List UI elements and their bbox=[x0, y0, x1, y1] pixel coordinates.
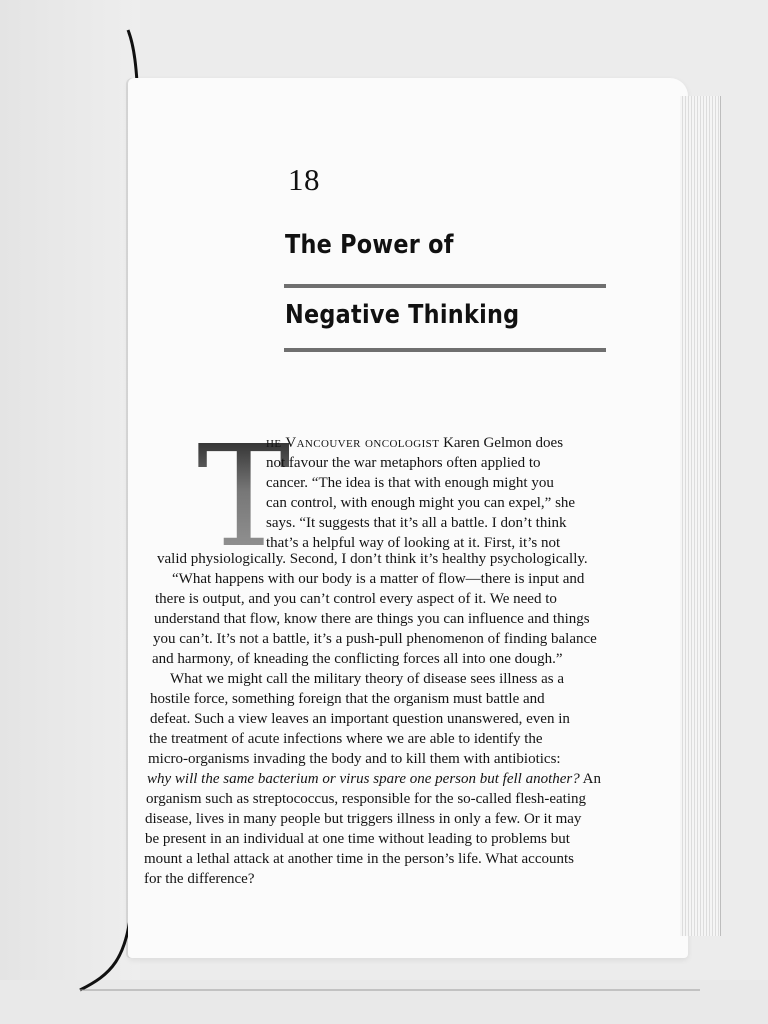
chapter-number: 18 bbox=[288, 162, 320, 197]
body-line bbox=[266, 436, 563, 451]
chapter-title-line-2: Negative Thinking bbox=[285, 300, 520, 330]
body-line: hostile force, something foreign that the organism must battle and bbox=[150, 691, 545, 707]
body-line: “What happens with our body is a matter of flow—there is input and bbox=[172, 571, 585, 587]
body-line: micro-organisms invading the body and to kill them with antibiotics: bbox=[148, 751, 561, 767]
drop-cap: T bbox=[197, 416, 291, 579]
lead-rest: Karen Gelmon does bbox=[439, 435, 564, 451]
body-line: understand that flow, know there are things you can influence and things bbox=[154, 611, 590, 627]
body-line: says. “It suggests that it’s all a battle. I don’t think bbox=[266, 515, 567, 531]
body-line: you can’t. It’s not a battle, it’s a push-pull phenomenon of finding balance bbox=[153, 631, 597, 647]
italic-trailer: An bbox=[579, 771, 602, 787]
body-line: mount a lethal attack at another time in the person’s life. What accounts bbox=[144, 851, 574, 867]
body-line: valid physiologically. Second, I don’t think it’s healthy psychologically. bbox=[157, 551, 588, 567]
page-edges bbox=[680, 96, 721, 936]
body-line: organism such as streptococcus, responsible for the so-called flesh-eating bbox=[146, 791, 587, 807]
background-left bbox=[0, 0, 140, 1024]
body-line: What we might call the military theory of disease sees illness as a bbox=[170, 671, 565, 687]
body-line: and harmony, of kneading the conflicting forces all into one dough.” bbox=[152, 651, 563, 667]
title-rule-top bbox=[284, 284, 606, 288]
lead-small-caps: he Vancouver oncologist bbox=[266, 435, 440, 451]
body-line: there is output, and you can’t control every aspect of it. We need to bbox=[155, 591, 557, 607]
body-line: disease, lives in many people but triggers illness in only a few. Or it may bbox=[145, 811, 582, 827]
body-line: not favour the war metaphors often applied to bbox=[266, 455, 541, 471]
body-line: that’s a helpful way of looking at it. First, it’s not bbox=[266, 535, 561, 551]
title-rule-bottom bbox=[284, 348, 606, 352]
body-line: can control, with enough might you can expel,” she bbox=[266, 495, 576, 511]
italic-question: why will the same bacterium or virus spare one person but fell another? bbox=[147, 771, 580, 787]
body-line: the treatment of acute infections where we are able to identify the bbox=[149, 731, 543, 747]
body-line: defeat. Such a view leaves an important question unanswered, even in bbox=[150, 711, 570, 727]
body-line bbox=[147, 772, 601, 787]
body-line: be present in an individual at one time without leading to problems but bbox=[145, 831, 570, 847]
background-bottom bbox=[0, 980, 768, 1024]
body-line: for the difference? bbox=[144, 871, 255, 887]
chapter-title-line-1: The Power of bbox=[285, 230, 454, 260]
body-line: cancer. “The idea is that with enough might you bbox=[266, 475, 554, 491]
